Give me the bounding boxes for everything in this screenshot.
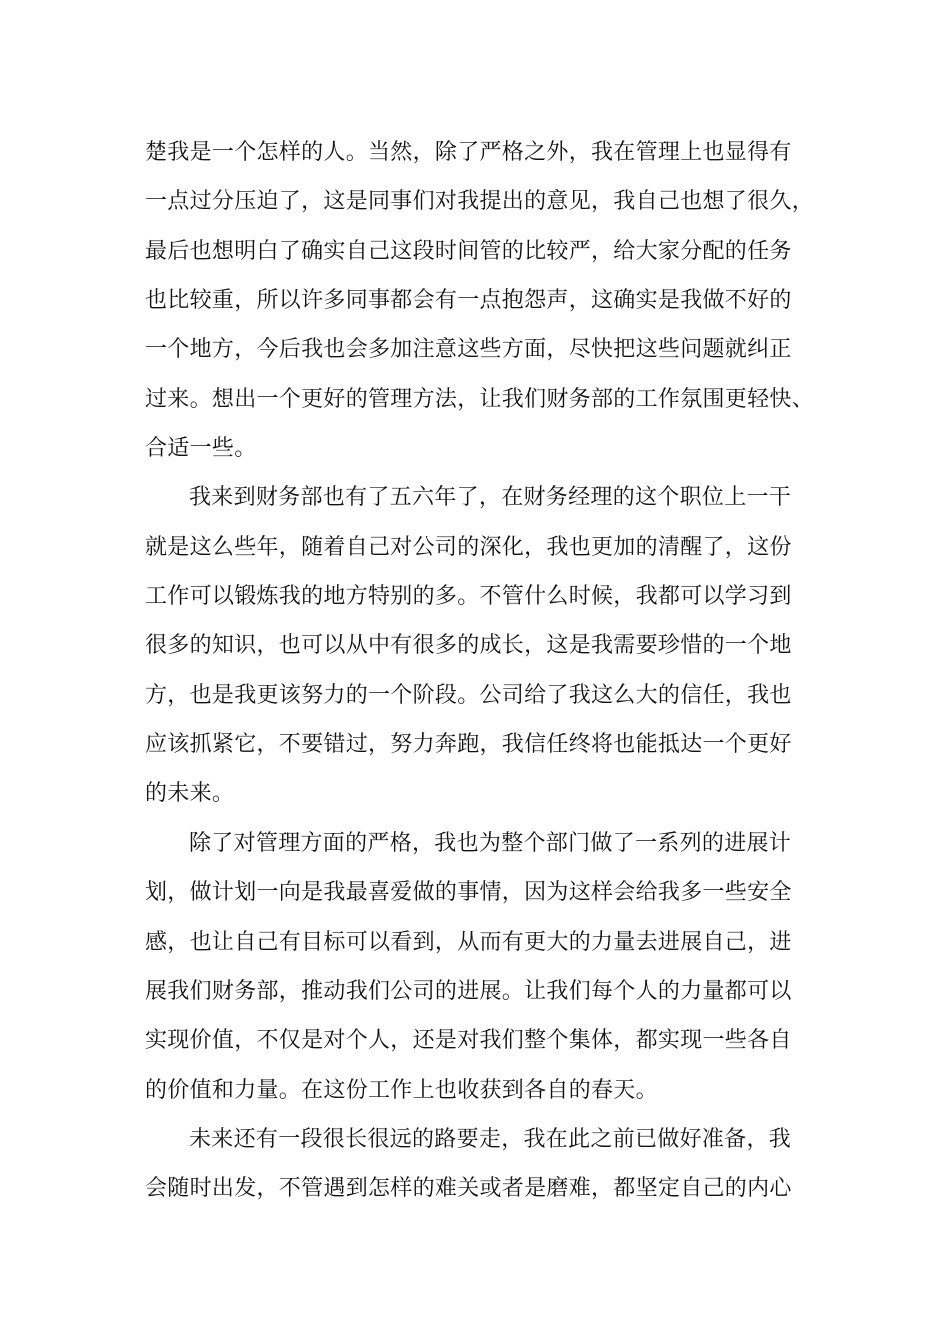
- text-line: 楚我是一个怎样的人。当然，除了严格之外，我在管理上也显得有: [145, 140, 792, 165]
- text-line: 合适一些。: [145, 436, 257, 462]
- text-line: 会随时出发，不管遇到怎样的难关或者是磨难，都坚定自己的内心: [145, 1176, 792, 1202]
- text-line: 工作可以锻炼我的地方特别的多。不管什么时候，我都可以学习到: [145, 584, 792, 610]
- text-line: 除了对管理方面的严格，我也为整个部门做了一系列的进展计: [189, 830, 792, 856]
- text-line: 方，也是我更该努力的一个阶段。公司给了我这么大的信任，我也: [145, 682, 792, 708]
- text-line: 我来到财务部也有了五六年了，在财务经理的这个职位上一干: [189, 485, 792, 511]
- text-line: 未来还有一段很长很远的路要走，我在此之前已做好准备，我: [189, 1126, 792, 1152]
- text-line: 最后也想明白了确实自己这段时间管的比较严，给大家分配的任务: [145, 238, 792, 264]
- text-line: 一点过分压迫了，这是同事们对我提出的意见，我自己也想了很久，: [145, 189, 815, 215]
- text-line: 过来。想出一个更好的管理方法，让我们财务部的工作氛围更轻快、: [145, 386, 815, 412]
- text-line: 展我们财务部，推动我们公司的进展。让我们每个人的力量都可以: [145, 978, 792, 1004]
- text-line: 的价值和力量。在这份工作上也收获到各自的春天。: [145, 1077, 658, 1103]
- text-line: 感，也让自己有目标可以看到，从而有更大的力量去进展自己，进: [145, 929, 792, 955]
- text-line: 一个地方，今后我也会多加注意这些方面，尽快把这些问题就纠正: [145, 337, 792, 363]
- text-line: 应该抓紧它，不要错过，努力奔跑，我信任终将也能抵达一个更好: [145, 732, 792, 758]
- text-line: 划，做计划一向是我最喜爱做的事情，因为这样会给我多一些安全: [145, 880, 792, 906]
- text-line: 很多的知识，也可以从中有很多的成长，这是我需要珍惜的一个地: [145, 633, 792, 659]
- document-body-text: [145, 128, 835, 1214]
- text-line: 的未来。: [145, 781, 235, 807]
- text-line: 就是这么些年，随着自己对公司的深化，我也更加的清醒了，这份: [145, 534, 792, 560]
- text-line: 也比较重，所以许多同事都会有一点抱怨声，这确实是我做不好的: [145, 288, 792, 314]
- text-line: 实现价值，不仅是对个人，还是对我们整个集体，都实现一些各自: [145, 1028, 792, 1054]
